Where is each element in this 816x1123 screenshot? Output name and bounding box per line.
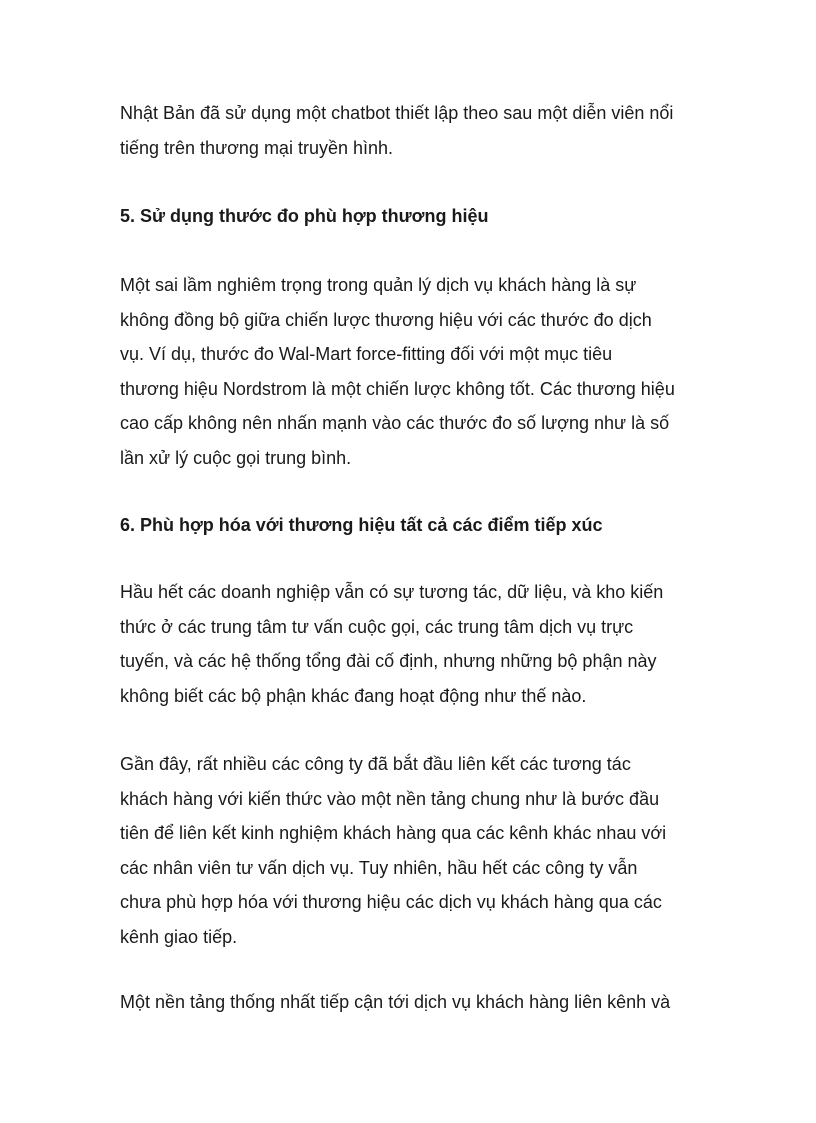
text-line: Gần đây, rất nhiều các công ty đã bắt đầu liên kết các tương tác [120,754,631,774]
text-line: Một nền tảng thống nhất tiếp cận tới dịch vụ khách hàng liên kênh và [120,992,671,1012]
text-line: không đồng bộ giữa chiến lược thương hiệu với các thước đo dịch [120,309,652,330]
paragraph-unified [120,985,710,1020]
text-line: tiên để liên kết kinh nghiệm khách hàng qua các kênh khác nhau với [120,823,667,844]
text-line: các nhân viên tư vấn dịch vụ. Tuy nhiên, hầu hết các công ty vẫn [120,857,638,878]
text-line: khách hàng với kiến thức vào một nền tảng chung như là bước đầu [120,788,660,809]
text-line: lần xử lý cuộc gọi trung bình. [120,447,352,468]
paragraph-recent [120,747,710,955]
paragraph-metrics [120,268,710,476]
text-line: tiếng trên thương mại truyền hình. [120,137,394,158]
text-line: Nhật Bản đã sử dụng một chatbot thiết lập theo sau một diễn viên nổi [120,103,674,123]
heading-text: 6. Phù hợp hóa với thương hiệu tất cả các điểm tiếp xúc [120,515,603,535]
heading-text: 5. Sử dụng thước đo phù hợp thương hiệu [120,206,489,226]
paragraph-touchpoints [120,575,710,713]
paragraph-intro [120,96,710,165]
section-heading-5 [120,199,710,234]
text-line: không biết các bộ phận khác đang hoạt động như thế nào. [120,685,587,706]
text-line: thương hiệu Nordstrom là một chiến lược không tốt. Các thương hiệu [120,378,675,399]
text-line: Hầu hết các doanh nghiệp vẫn có sự tương tác, dữ liệu, và kho kiến [120,582,664,602]
text-line: cao cấp không nên nhấn mạnh vào các thước đo số lượng như là số [120,413,670,434]
section-heading-6 [120,508,710,543]
text-line: tuyến, và các hệ thống tổng đài cố định, nhưng những bộ phận này [120,651,657,672]
text-line: Một sai lầm nghiêm trọng trong quản lý dịch vụ khách hàng là sự [120,275,637,295]
text-line: kênh giao tiếp. [120,926,238,947]
text-line: thức ở các trung tâm tư vấn cuộc gọi, các trung tâm dịch vụ trực [120,616,634,637]
text-line: vụ. Ví dụ, thước đo Wal-Mart force-fitting đối với một mục tiêu [120,344,613,365]
text-line: chưa phù hợp hóa với thương hiệu các dịch vụ khách hàng qua các [120,892,662,913]
